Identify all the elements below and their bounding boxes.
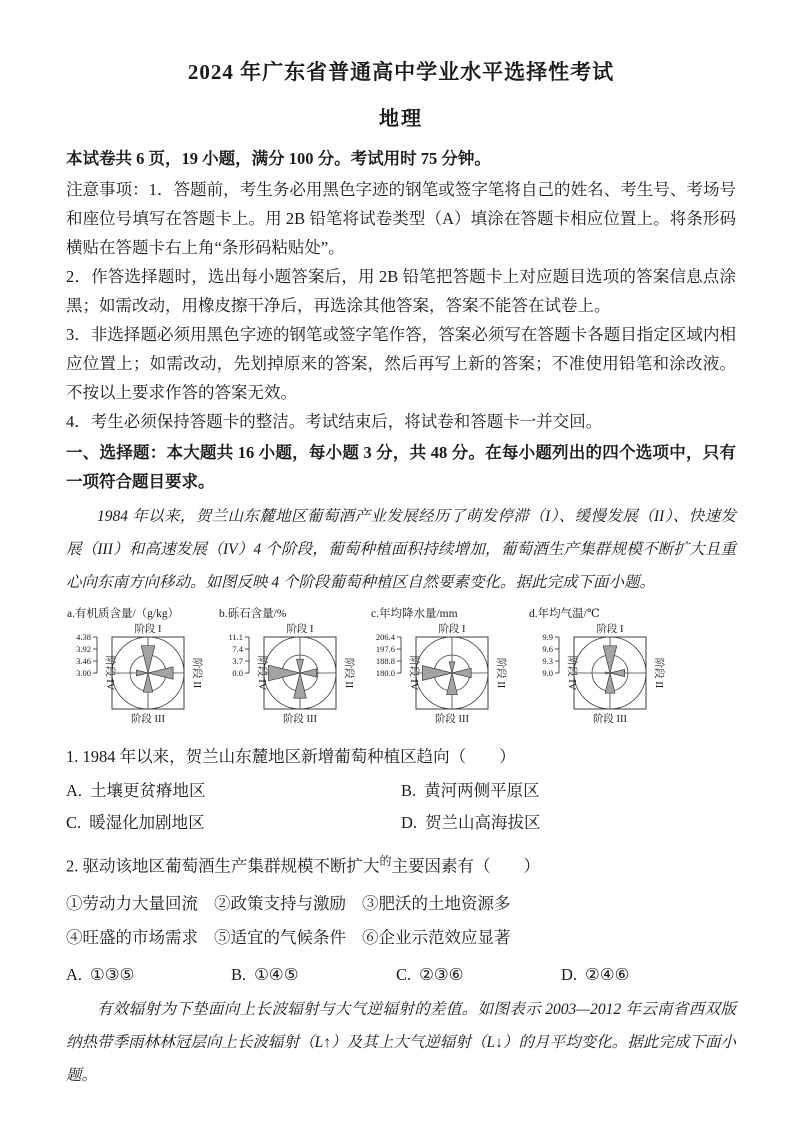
- section-heading: 一、选择题：本大题共 16 小题，每小题 3 分，共 48 分。在每小题列出的四个选项中，只有一项符合题目要求。: [66, 443, 736, 491]
- q2-answer-a: A. ①③⑤: [66, 964, 135, 984]
- q2-item-4: ④旺盛的市场需求: [66, 927, 198, 947]
- chart-title-c: c.年均降水量/mm: [371, 608, 458, 620]
- wedge-stage-4: [136, 670, 148, 676]
- chart-title-b: b.砾石含量/%: [219, 608, 287, 620]
- scale-tick-label: 3.00: [76, 668, 91, 678]
- notice-1: 注意事项：1．答题前，考生务必用黑色字迹的钢笔或签字笔将自己的姓名、考生号、考场号和座位号填写在答题卡上。用 2B 铅笔将试卷类型（A）填涂在答题卡相应位置上。将条形码横贴在答题卡右上角“条形码粘贴处”。: [66, 180, 736, 257]
- q2-items: [66, 889, 736, 953]
- q1-option-c: C. 暖湿化加剧地区: [66, 813, 205, 832]
- wedge-stage-3: [294, 673, 307, 698]
- scale-tick-label: 11.1: [228, 632, 243, 642]
- q2-answer-d: D. ②④⑥: [561, 964, 630, 984]
- q2-item-6: ⑥企业示范效应显著: [362, 927, 511, 947]
- subject-title: 地理: [379, 108, 423, 130]
- rose-charts-figure: [66, 605, 736, 733]
- stage-label-1: 阶段 I: [438, 624, 466, 635]
- notice-2: 2．作答选择题时，选出每小题答案后，用 2B 铅笔把答题卡上对应题目选项的答案信息点涂黑；如需改动，用橡皮擦干净后，再选涂其他答案，答案不能答在试卷上。: [66, 267, 736, 315]
- q2-item-2: ②政策支持与激励: [214, 893, 346, 913]
- stage-label-4: 阶段 IV: [104, 655, 115, 691]
- q2-answers: [66, 961, 736, 989]
- scale-tick-label: 9.9: [542, 632, 553, 642]
- stage-label-2: 阶段 II: [343, 657, 354, 689]
- q2-item-3: ③肥沃的土地资源多: [362, 893, 511, 913]
- wedge-stage-2: [452, 668, 471, 678]
- scale-tick-label: 188.8: [375, 656, 395, 666]
- scale-tick-label: 180.0: [375, 668, 395, 678]
- stage-label-4: 阶段 IV: [566, 655, 577, 691]
- q1-stem: 1. 1984 年以来，贺兰山东麓地区新增葡萄种植区趋向（ ）: [66, 747, 516, 766]
- q2-stem: 2. 驱动该地区葡萄酒生产集群规模不断扩大$^的$主要因素有（ ）: [66, 854, 541, 876]
- exam-info: 本试卷共 6 页，19 小题，满分 100 分。考试用时 75 分钟。: [66, 149, 491, 168]
- passage-2: 有效辐射为下垫面向上长波辐射与大气逆辐射的差值。如图表示 2003—2012 年云南省西双版纳热带季雨林林冠层向上长波辐射（L↑）及其上大气逆辐射（L↓）的月平均变化。据此完成下面小题。: [66, 1000, 736, 1084]
- stage-label-1: 阶段 I: [286, 624, 314, 635]
- chart-title-a: a.有机质含量/（g/kg）: [67, 608, 180, 620]
- radar-chart-d: [528, 605, 680, 733]
- q1-option-d: D. 贺兰山高海拔区: [401, 813, 541, 832]
- wedge-stage-1: [141, 646, 155, 673]
- wedge-stage-1: [297, 659, 304, 673]
- page-title: 2024 年广东省普通高中学业水平选择性考试: [187, 60, 615, 84]
- stage-label-4: 阶段 IV: [408, 655, 419, 691]
- scale-tick-label: 9.0: [542, 668, 553, 678]
- wedge-stage-1: [603, 646, 617, 673]
- q2-item-5: ⑤适宜的气候条件: [214, 927, 346, 947]
- wedge-stage-3: [447, 673, 458, 695]
- scale-tick-label: 7.4: [232, 644, 243, 654]
- scale-tick-label: 3.92: [76, 644, 91, 654]
- wedge-stage-3: [143, 673, 153, 692]
- wedge-stage-2: [300, 669, 317, 677]
- q2-item-1: ①劳动力大量回流: [66, 893, 198, 913]
- radar-chart-c: [370, 605, 528, 733]
- scale-tick-label: 9.6: [542, 644, 553, 654]
- q1-options: [66, 777, 736, 837]
- notice-4: 4．考生必须保持答题卡的整洁。考试结束后，将试卷和答题卡一并交回。: [66, 412, 603, 431]
- q1-option-b: B. 黄河两侧平原区: [401, 781, 540, 800]
- stage-label-2: 阶段 II: [191, 657, 202, 689]
- rose-chart-svg-d: [528, 622, 680, 728]
- stage-label-3: 阶段 III: [592, 714, 628, 725]
- rose-chart-svg-c: [370, 622, 522, 728]
- wedge-stage-4: [269, 665, 301, 681]
- q2-answer-c: C. ②③⑥: [396, 964, 464, 984]
- radar-chart-a: [66, 605, 218, 733]
- question-2: [66, 847, 736, 989]
- stage-label-1: 阶段 I: [134, 624, 162, 635]
- rose-chart-svg-b: [218, 622, 370, 728]
- scale-tick-label: 0.0: [232, 668, 243, 678]
- scale-tick-label: 9.3: [542, 656, 553, 666]
- stage-label-1: 阶段 I: [596, 624, 624, 635]
- wedge-stage-3: [605, 673, 615, 693]
- stage-label-4: 阶段 IV: [256, 655, 267, 691]
- stage-label-3: 阶段 III: [130, 714, 166, 725]
- scale-tick-label: 3.7: [232, 656, 243, 666]
- question-1: [66, 743, 736, 837]
- wedge-stage-4: [422, 666, 452, 681]
- chart-plot-c: [370, 622, 528, 733]
- scale-tick-label: 206.4: [375, 632, 395, 642]
- radar-chart-b: [218, 605, 370, 733]
- rose-chart-svg-a: [66, 622, 218, 728]
- chart-plot-a: [66, 622, 218, 733]
- stage-label-3: 阶段 III: [434, 714, 470, 725]
- scale-tick-label: 197.6: [375, 644, 395, 654]
- chart-plot-d: [528, 622, 680, 733]
- scale-tick-label: 3.46: [76, 656, 91, 666]
- scale-tick-label: 4.38: [76, 632, 91, 642]
- stage-label-2: 阶段 II: [653, 657, 664, 689]
- q1-option-a: A. 土壤更贫瘠地区: [66, 781, 206, 800]
- stage-label-2: 阶段 II: [495, 657, 506, 689]
- wedge-stage-1: [449, 662, 455, 673]
- notice-3: 3．非选择题必须用黑色字迹的钢笔或签字笔作答，答案必须写在答题卡各题目指定区域内相应位置上；如需改动，先划掉原来的答案，然后再写上新的答案；不准使用铅笔和涂改液。不按以上要求作答的答案无效。: [66, 325, 736, 402]
- wedge-stage-2: [148, 667, 173, 679]
- q2-answer-b: B. ①④⑤: [231, 964, 299, 984]
- wedge-stage-2: [610, 669, 625, 676]
- wedge-stage-4: [606, 672, 610, 674]
- q2-stem-superscript: 的: [379, 854, 392, 868]
- chart-plot-b: [218, 622, 370, 733]
- passage-1: 1984 年以来，贺兰山东麓地区葡萄酒产业发展经历了萌发停滞（I）、缓慢发展（II）、快速发展（III）和高速发展（IV）4 个阶段，葡萄种植面积持续增加，葡萄酒生产集群规模不断扩大且重心向东南方向移动。如图反映 4 个阶段葡萄种植区自然要素变化。据此完成下面小题。: [66, 508, 736, 591]
- stage-label-3: 阶段 III: [282, 714, 318, 725]
- chart-title-d: d.年均气温/℃: [529, 608, 600, 620]
